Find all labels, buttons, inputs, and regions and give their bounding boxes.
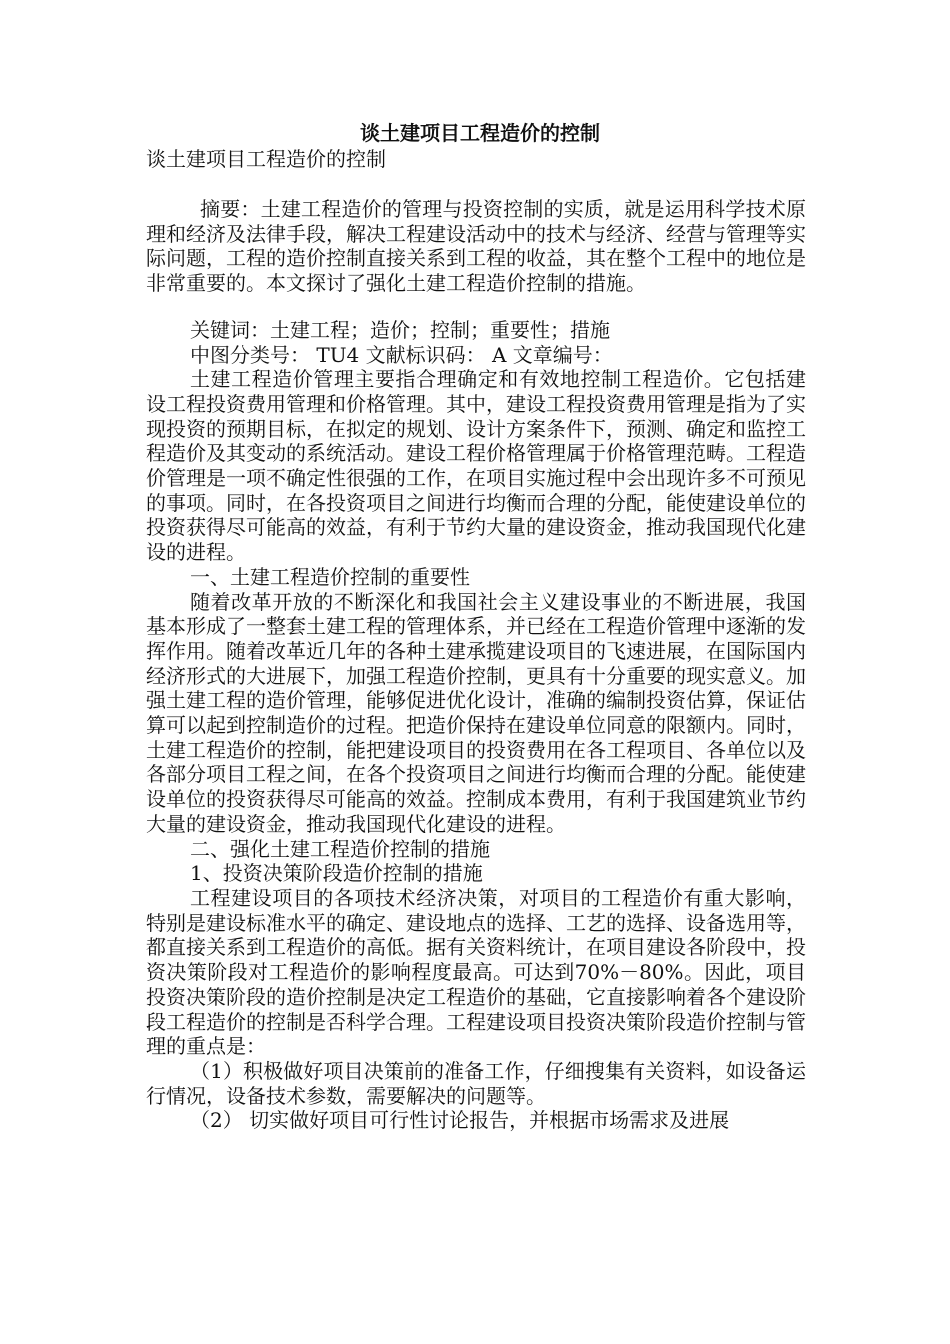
document-body (146, 121, 806, 1133)
section-heading: 一、土建工程造价控制的重要性 (190, 564, 470, 589)
classification-line: 中图分类号： TU4 文献标识码： A 文章编号： (190, 342, 613, 367)
keywords-line: 关键词：土建工程；造价；控制；重要性；措施 (190, 317, 610, 342)
list-item: （2） 切实做好项目可行性讨论报告，并根据市场需求及进展 (190, 1108, 730, 1133)
abstract-paragraph: 摘要：土建工程造价的管理与投资控制的实质，就是运用科学技术原理和经济及法律手段，解决工程建设活动中的技术与经济、经营与管理等实际问题，工程的造价控制直接关系到工程的收益，其在整个工程中的地位是非常重要的。本文探讨了强化土建工程造价控制的措施。 (146, 197, 806, 296)
subsection-paragraph: 工程建设项目的各项技术经济决策，对项目的工程造价有重大影响，特别是建设标准水平的确定、建设地点的选择、工艺的选择、设备选用等，都直接关系到工程造价的高低。据有关资料统计，在项目建设各阶段中，投资决策阶段对工程造价的影响程度最高。可达到70%－80%。因此，项目投资决策阶段的造价控制是决定工程造价的基础，它直接影响着各个建设阶段工程造价的控制是否科学合理。工程建设项目投资决策阶段造价控制与管理的重点是： (146, 885, 806, 1059)
spacer (146, 177, 806, 197)
intro-paragraph: 土建工程造价管理主要指合理确定和有效地控制工程造价。它包括建设工程投资费用管理和价格管理。其中，建设工程投资费用管理是指为了实现投资的预期目标，在拟定的规划、设计方案条件下，预测、确定和监控工程造价及其变动的系统活动。建设工程价格管理属于价格管理范畴。工程造价管理是一项不确定性很强的工作，在项目实施过程中会出现许多不可预见的事项。同时，在各投资项目之间进行均衡而合理的分配，能使建设单位的投资获得尽可能高的效益，有利于节约大量的建设资金，推动我国现代化建设的进程。 (146, 367, 806, 565)
document-subtitle: 谈土建项目工程造价的控制 (146, 147, 386, 171)
list-item: （1）积极做好项目决策前的准备工作，仔细搜集有关资料，如设备运行情况，设备技术参数，需要解决的问题等。 (146, 1058, 806, 1108)
spacer (146, 296, 806, 318)
subsection-heading: 1、投资决策阶段造价控制的措施 (190, 861, 483, 886)
document-title: 谈土建项目工程造价的控制 (360, 121, 600, 145)
section-heading: 二、强化土建工程造价控制的措施 (190, 836, 490, 861)
section-paragraph: 随着改革开放的不断深化和我国社会主义建设事业的不断进展，我国基本形成了一整套土建工程的管理体系，并已经在工程造价管理中逐渐的发挥作用。随着改革近几年的各种土建承揽建设项目的飞速进展，在国际国内经济形式的大进展下，加强工程造价控制，更具有十分重要的现实意义。加强土建工程的造价管理，能够促进优化设计，准确的编制投资估算，保证估算可以起到控制造价的过程。把造价保持在建设单位同意的限额内。同时，土建工程造价的控制，能把建设项目的投资费用在各工程项目、各单位以及各部分项目工程之间，在各个投资项目之间进行均衡而合理的分配。能使建设单位的投资获得尽可能高的效益。控制成本费用，有利于我国建筑业节约大量的建设资金，推动我国现代化建设的进程。 (146, 589, 806, 836)
